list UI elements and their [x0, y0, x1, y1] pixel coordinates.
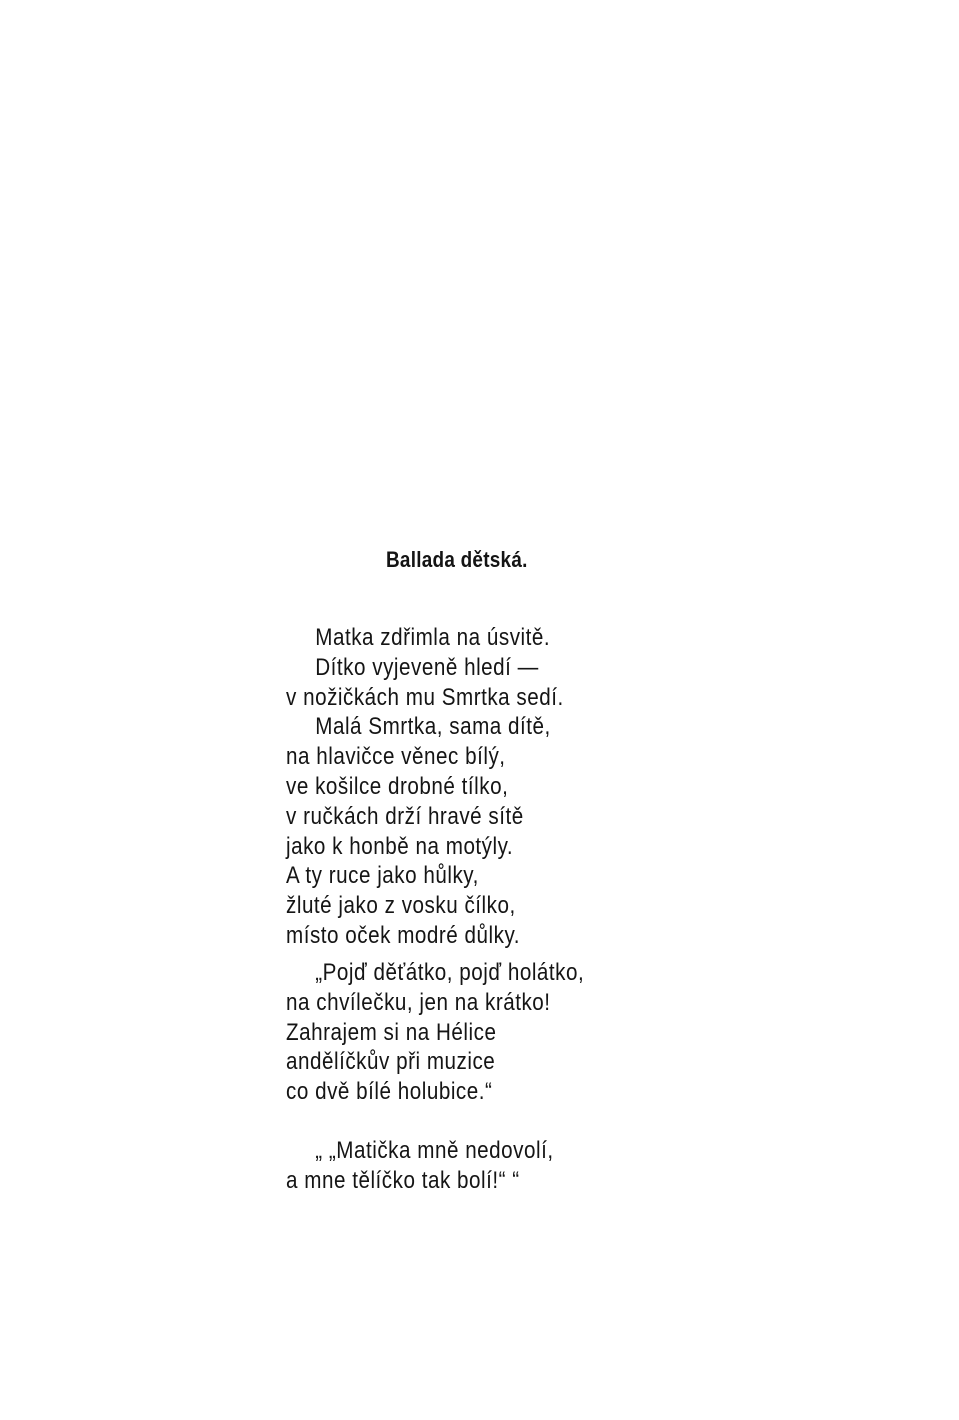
poem-line: Zahrajem si na Hélice: [286, 1018, 497, 1046]
poem-line: žluté jako z vosku čílko,: [286, 892, 516, 920]
poem-line: A ty ruce jako hůlky,: [286, 862, 479, 890]
poem-line: a mne tělíčko tak bolí!“ “: [286, 1166, 520, 1194]
poem-line: Matka zdřimla na úsvitě.: [315, 624, 551, 651]
poem-line: ve košilce drobné tílko,: [286, 772, 509, 800]
poem-line: místo oček modré důlky.: [286, 921, 521, 949]
poem-line: andělíčkův při muzice: [286, 1048, 496, 1076]
poem-line: v ručkách drží hravé sítě: [286, 802, 524, 830]
poem-line: „Pojď děťátko, pojď holátko,: [315, 959, 585, 986]
poem-line: Malá Smrtka, sama dítě,: [315, 713, 551, 741]
poem-title: Ballada dětská.: [386, 547, 528, 572]
poem-line: Dítko vyjeveně hledí —: [315, 653, 539, 681]
stanza-1: [286, 623, 746, 951]
poem-line: co dvě bílé holubice.“: [286, 1078, 493, 1106]
poem-line: jako k honbě na motýly.: [286, 832, 514, 860]
poem-line: „ „Matička mně nedovolí,: [315, 1137, 554, 1164]
poem-line: v nožičkách mu Smrtka sedí.: [286, 683, 564, 711]
poem-line: na chvílečku, jen na krátko!: [286, 988, 551, 1016]
stanza-2: [286, 958, 746, 1107]
poem-line: na hlavičce věnec bílý,: [286, 743, 506, 771]
stanza-3: [286, 1136, 746, 1196]
